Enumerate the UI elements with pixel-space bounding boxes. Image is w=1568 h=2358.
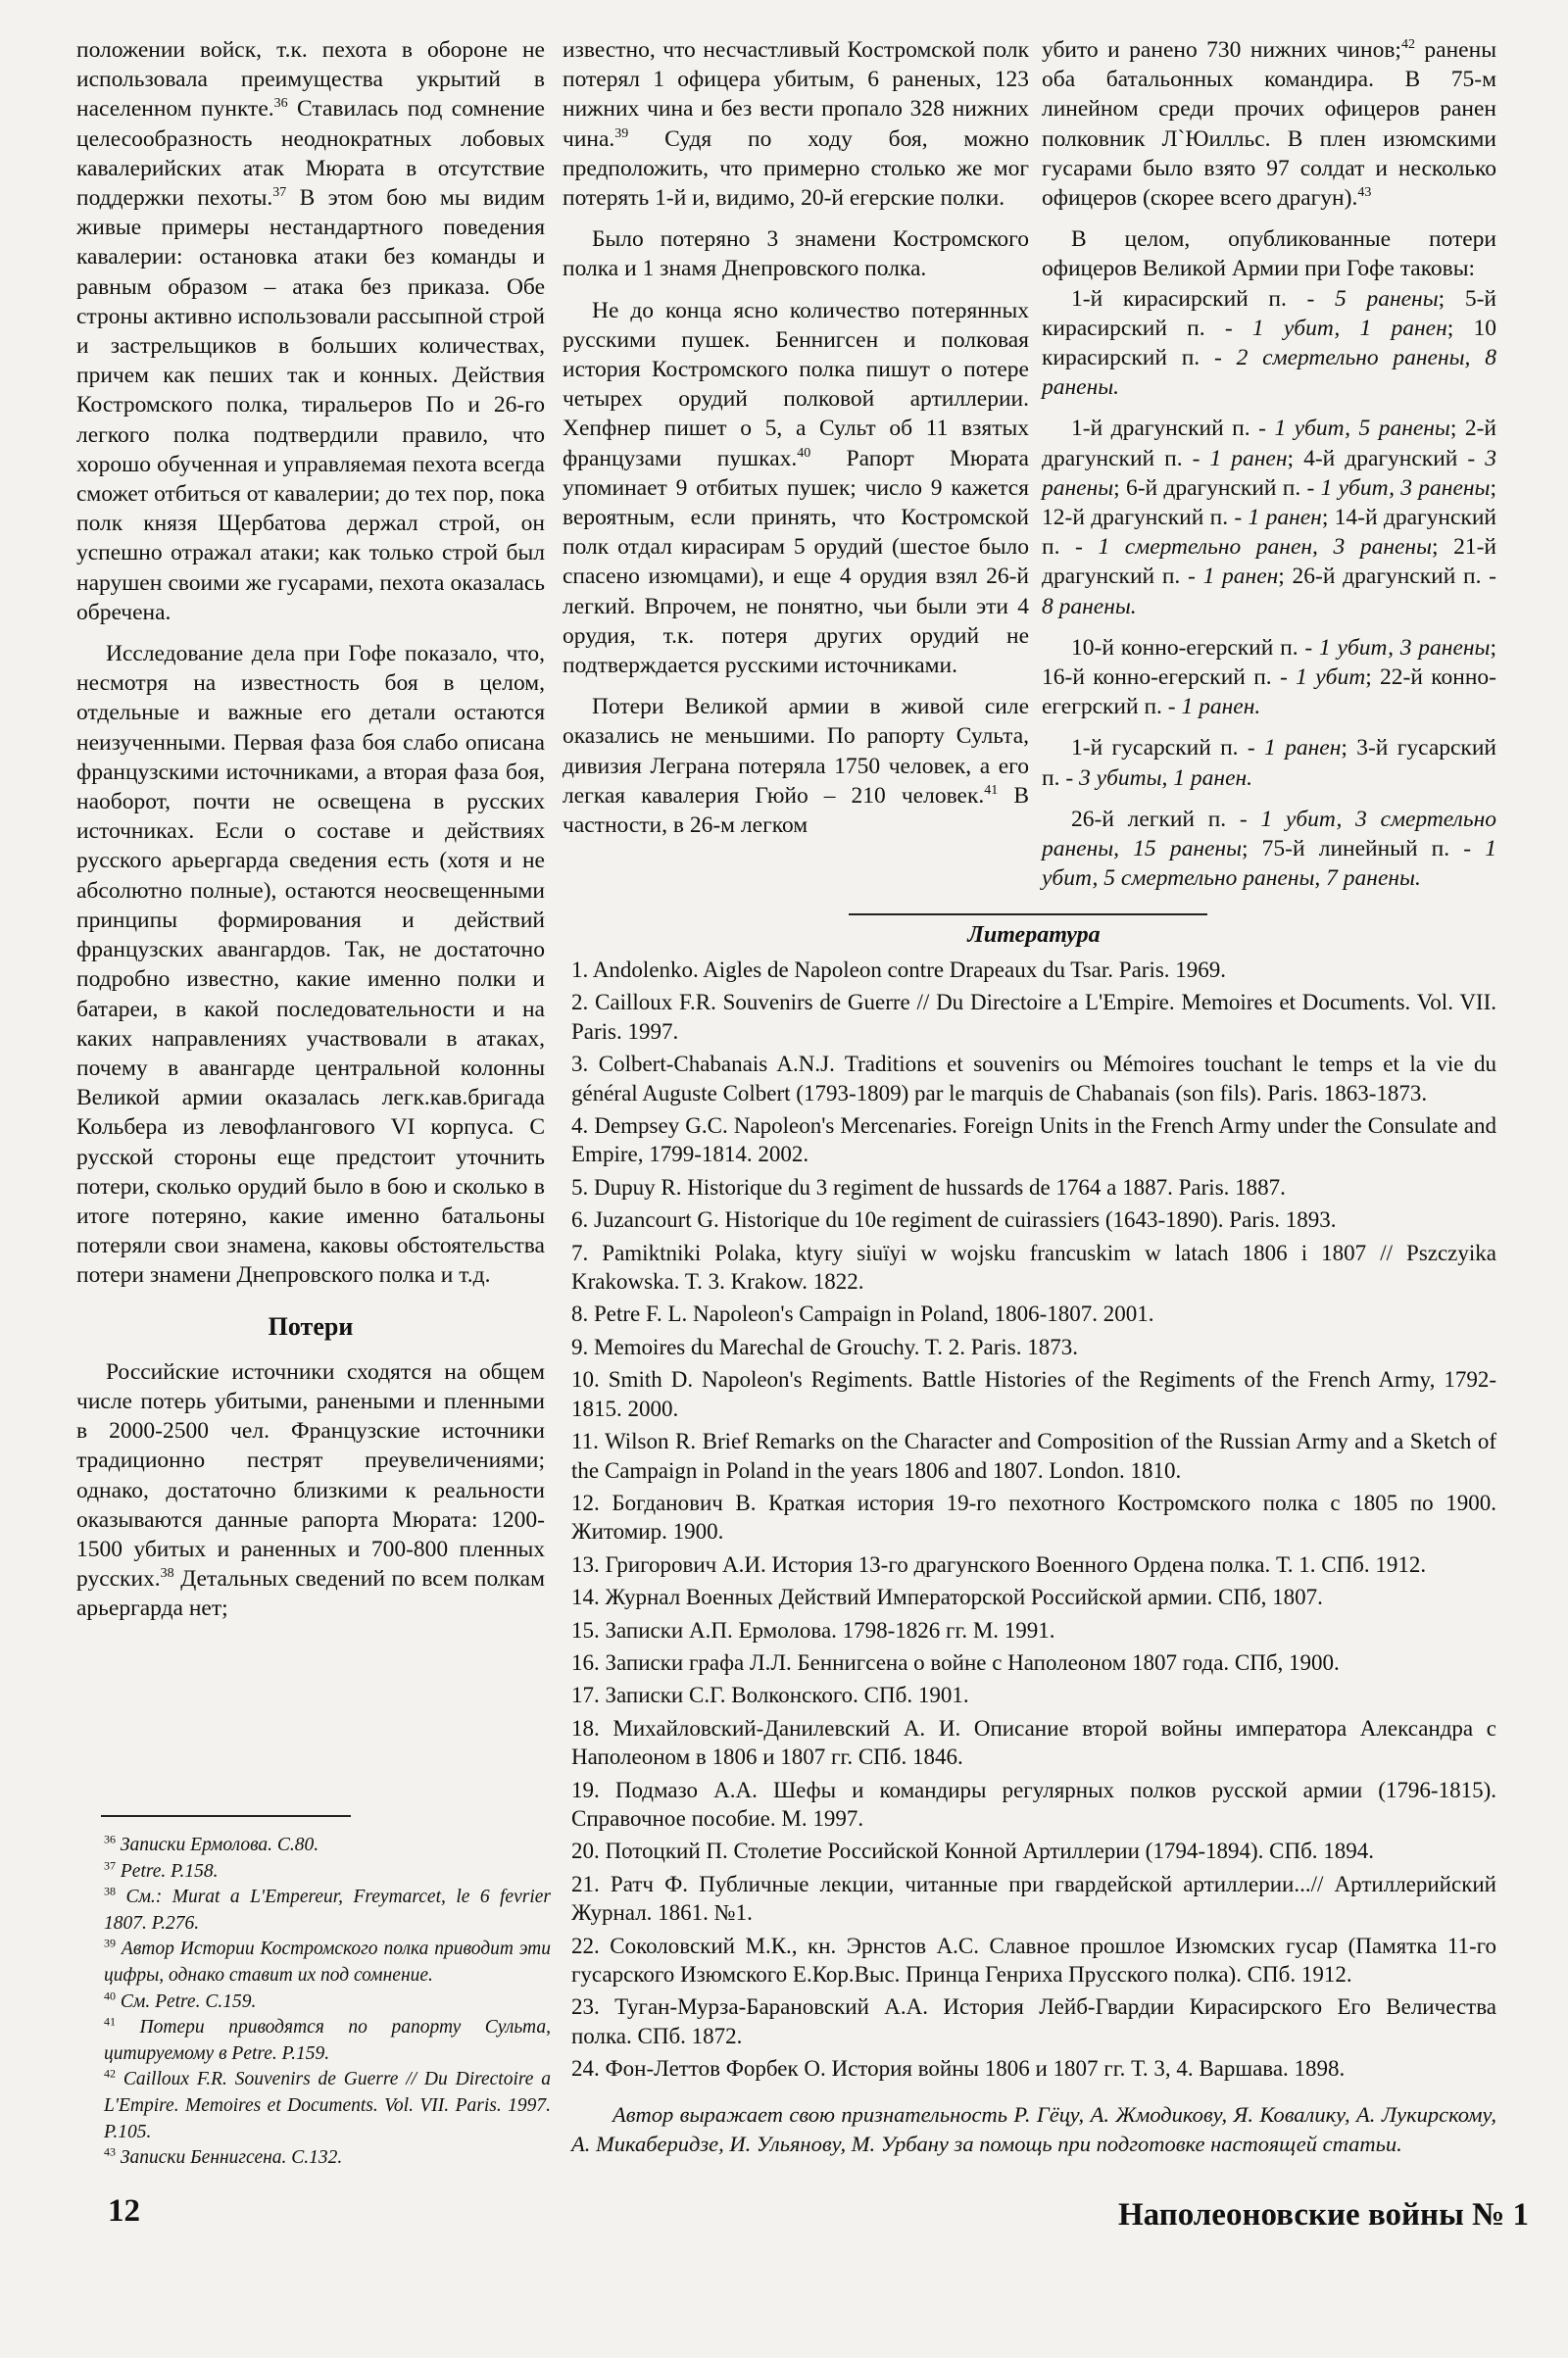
text: ранены оба батальонных командира. В 75-м линейном среди прочих офицеров ранен полковник Л`Юилльс. В плен изюмскими гусарами было взято 97 солдат и несколько офицеров (скорее всего драгун). <box>1042 37 1496 212</box>
footnote-number: 43 <box>104 2144 116 2159</box>
literature-heading: Литература <box>967 922 1101 948</box>
footnote-number: 41 <box>104 2014 116 2029</box>
loss-value: 1 ранен <box>1202 564 1279 590</box>
footnote-text: Записки Беннигсена. С.132. <box>116 2147 343 2169</box>
paragraph <box>563 35 1029 213</box>
text-column-2 <box>563 35 1029 840</box>
section-heading-losses: Потери <box>268 1311 354 1341</box>
literature-item: 16. Записки графа Л.Л. Беннигсена о войне с Наполеоном 1807 года. СПб, 1900. <box>571 1649 1340 1675</box>
loss-value: 1 ранен. <box>1181 694 1261 720</box>
text: Потери Великой армии в живой силе оказались не меньшими. По рапорту Сульта, дивизия Леграна потеряла 1750 человек, а его легкая кавалерия Гюйо – 210 человек. <box>563 694 1029 809</box>
footnote <box>104 1990 551 2016</box>
text: 10-й конно-егерский п. - <box>1071 634 1319 661</box>
footnote-number: 37 <box>104 1858 116 1873</box>
text: ; 12-й драгунский п. - <box>1042 474 1497 531</box>
footnote-number: 42 <box>104 2066 116 2081</box>
acknowledgement: Автор выражает свою признательность Р. Гёцу, А. Жмодикову, Я. Ковалику, А. Лукирскому, А. Микаберидзе, И. Ульянову, М. Урбану за помощь при подготовке настоящей статьи. <box>571 2102 1496 2156</box>
literature-item: 4. Dempsey G.C. Napoleon's Mercenaries. Foreign Units in the French Army under the Consulate and Empire, 1799-1814. 2002. <box>571 1113 1496 1167</box>
literature-item: 7. Pamiktniki Polaka, ktyry siuїyi w wojsku francuskim w latach 1806 i 1807 // Pszczyika Krakowska. T. 3. Krakow. 1822. <box>571 1240 1496 1295</box>
footnote-ref: 39 <box>614 125 629 141</box>
footnote <box>104 2145 551 2172</box>
loss-value: 1 убит, 5 смертельно ранены, 7 ранены. <box>1042 836 1496 892</box>
loss-value: 1 убит <box>1296 664 1366 691</box>
footnote-ref: 38 <box>160 1566 174 1582</box>
footnote-ref: 36 <box>273 96 288 112</box>
footnote <box>104 1885 551 1937</box>
footnote <box>104 1833 551 1859</box>
footnote-ref: 37 <box>272 185 287 201</box>
loss-value: 1 убит, 3 смертельно ранены, 15 ранены <box>1042 806 1496 862</box>
text-column-3 <box>1042 35 1496 893</box>
losses-chasseurs <box>1042 633 1496 722</box>
literature-item: 21. Ратч Ф. Публичные лекции, читанные при гвардейской артиллерии...// Артиллерийский Журнал. 1861. №1. <box>571 1871 1496 1926</box>
paragraph <box>1042 35 1496 213</box>
text: В частности, в 26-м легком <box>563 782 1029 839</box>
losses-dragoons <box>1042 414 1496 620</box>
text: Судя по ходу боя, можно предположить, что примерно столько же мог потерять 1-й и, видимо, 20-й егерские полки. <box>563 125 1029 212</box>
literature-item: 6. Juzancourt G. Historique du 10e regiment de cuirassiers (1643-1890). Paris. 1893. <box>571 1207 1337 1233</box>
text: ; 4-й драгунский - <box>1287 445 1486 471</box>
footnote <box>104 2067 551 2145</box>
text: ; 6-й драгунский п. - <box>1113 474 1321 501</box>
footnote-divider <box>101 1815 351 1817</box>
literature-item: 20. Потоцкий П. Столетие Российской Конной Артиллерии (1794-1894). СПб. 1894. <box>571 1839 1375 1864</box>
literature-item: 11. Wilson R. Brief Remarks on the Character and Composition of the Russian Army and a Sketch of the Campaign in Poland in the years 1806 and 1807. London. 1810. <box>571 1429 1496 1483</box>
losses-hussars <box>1042 733 1496 792</box>
literature-item: 18. Михайловский-Данилевский А. И. Описание второй войны императора Александра с Наполеоном в 1806 и 1807 гг. СПб. 1846. <box>571 1715 1496 1770</box>
text: известно, что несчастливый Костромской полк потерял 1 офицера убитым, 6 раненых, 123 нижних чина и без вести пропало 328 нижних чина. <box>563 37 1029 152</box>
literature-item: 22. Соколовский М.К., кн. Эрнстов А.С. Славное прошлое Изюмских гусар (Памятка 11-го гусарского Изюмского Е.Кор.Выс. Принца Генриха Прусского полка). СПб. 1912. <box>571 1933 1496 1987</box>
journal-title: Наполеоновские войны № 1 <box>1117 2197 1529 2233</box>
footnote-ref: 43 <box>1357 185 1372 201</box>
loss-value: 5 ранены <box>1335 285 1439 312</box>
loss-value: 1 ранен <box>1264 735 1342 761</box>
footnote-ref: 41 <box>984 783 999 799</box>
literature-item: 15. Записки А.П. Ермолова. 1798-1826 гг. М. 1991. <box>571 1617 1055 1643</box>
footnote <box>104 1859 551 1886</box>
footnote-number: 38 <box>104 1884 116 1898</box>
footnote-text: Записки Ермолова. С.80. <box>116 1835 319 1855</box>
footnote <box>104 2015 551 2067</box>
footnote-text: Автор Истории Костромского полка приводит эти цифры, однако ставит их под сомнение. <box>104 1939 551 1986</box>
text: ; 22-й конно-егегрский п. - <box>1042 664 1496 720</box>
literature-item: 5. Dupuy R. Historique du 3 regiment de hussards de 1764 a 1887. Paris. 1887. <box>571 1174 1286 1200</box>
literature-item: 10. Smith D. Napoleon's Regiments. Battle Histories of the Regiments of the French Army, 1792-1815. 2000. <box>571 1367 1496 1421</box>
literature-item: 24. Фон-Леттов Форбек О. История войны 1806 и 1807 гг. Т. 3, 4. Варшава. 1898. <box>571 2056 1346 2082</box>
loss-value: 3 убиты, 1 ранен. <box>1079 764 1253 791</box>
footnote-ref: 40 <box>797 445 811 461</box>
footnote-text: См. Petre. С.159. <box>116 1990 257 2012</box>
text: Рапорт Мюрата упоминает 9 отбитых пушек; число 9 кажется вероятным, если принять, что Костромской полк отдал кирасирам 5 орудий (шестое было спасено изюмцами), и еще 4 орудия взял 26-й легкий. Впрочем, не понятно, чьи были эти 4 орудия, т.к. потеря других орудий не подтверждается русскими источниками. <box>563 445 1029 679</box>
losses-infantry <box>1042 805 1496 894</box>
footnote-text: Cailloux F.R. Souvenirs de Guerre // Du Directoire a L'Empire. Memoires et Documents. Vol. VII. Paris. 1997. P.105. <box>104 2069 551 2142</box>
loss-value: 1 ранен <box>1209 445 1288 471</box>
losses-cuirassiers <box>1042 284 1496 403</box>
footnote-number: 39 <box>104 1936 116 1950</box>
footnote-number: 36 <box>104 1832 116 1846</box>
text: ; 75-й линейный п. - <box>1242 836 1486 862</box>
text: ; 10 кирасирский п. - <box>1042 315 1497 371</box>
paragraph <box>563 692 1029 840</box>
literature-item: 8. Petre F. L. Napoleon's Campaign in Poland, 1806-1807. 2001. <box>571 1302 1154 1327</box>
paragraph <box>76 35 545 627</box>
footnote-text: См.: Murat a L'Empereur, Freymarcet, le 6 fevrier 1807. P.276. <box>104 1887 551 1934</box>
paragraph: Было потеряно 3 знамени Костромского полка и 1 знамя Днепровского полка. <box>563 226 1029 282</box>
literature-item: 17. Записки С.Г. Волконского. СПб. 1901. <box>571 1683 969 1708</box>
text: убито и ранено 730 нижних чинов; <box>1042 37 1401 63</box>
footnote-number: 40 <box>104 1989 116 2003</box>
literature-item: 9. Memoires du Marechal de Grouchy. T. 2. Paris. 1873. <box>571 1334 1078 1359</box>
loss-value: 1 убит, 3 ранены <box>1320 474 1491 501</box>
text: ; 5-й кирасирский п. - <box>1042 285 1496 341</box>
paragraph <box>563 296 1029 681</box>
page-number: 12 <box>108 2193 140 2229</box>
literature-item: 19. Подмазо А.А. Шефы и командиры регулярных полков русской армии (1796-1815). Справочное пособие. М. 1997. <box>571 1777 1496 1831</box>
literature-item: 13. Григорович А.И. История 13-го драгунского Военного Ордена полка. Т. 1. СПб. 1912. <box>571 1551 1427 1577</box>
literature-item: 12. Богданович В. Краткая история 19-го пехотного Костромского полка с 1805 по 1900. Житомир. 1900. <box>571 1490 1496 1545</box>
footnote-ref: 42 <box>1400 37 1415 53</box>
paragraph: Исследование дела при Гофе показало, что, несмотря на известность боя в целом, отдельные и важные его детали остаются неизученными. Первая фаза боя слабо описана французскими источниками, а вторая фаза боя, наоборот, почти не освещена в русских источниках. Если о составе и действиях русского арьергарда сведения есть (хотя и не абсолютно полные), остаются неосвещенными принципы формирования и действий французских авангардов. Так, не достаточно подробно известно, какие именно полки и батареи, в какой последовательности и на каких направлениях участвовали в атаках, почему в авангарде центральной колонны Великой армии оказалась легк.кав.бригада Кольбера из левофлангового VI корпуса. С русской стороны еще предстоит уточнить потери, сколько орудий было в бою и сколько в итоге потеряно, какие именно батальоны потеряли свои знамена, каковы обстоятельства потери знамени Днепровского полка и т.д. <box>76 641 545 1289</box>
literature-item: 1. Andolenko. Aigles de Napoleon contre Drapeaux du Tsar. Paris. 1969. <box>571 958 1227 982</box>
text: 1-й гусарский п. - <box>1071 735 1265 761</box>
loss-value: 8 ранены. <box>1042 593 1137 619</box>
text: Не до конца ясно количество потерянных русскими пушек. Беннигсен и полковая история Костромского полка пишут о потере четырех орудий полковой артиллерии. Хепфнер пишет о 5, а Сульт об 11 взятых французами пушках. <box>563 297 1029 471</box>
text: положении войск, т.к. пехота в обороне не использовала преимущества укрытий в населенном пункте. <box>76 37 545 123</box>
loss-value: 1 убит, 3 ранены <box>1319 634 1491 661</box>
text: ; 2-й драгунский п. - <box>1042 416 1497 471</box>
loss-value: 1 убит, 5 ранены <box>1274 416 1450 442</box>
text: 26-й легкий п. - <box>1071 806 1261 832</box>
text: 1-й драгунский п. - <box>1071 416 1275 442</box>
loss-value: 1 ранен <box>1248 505 1322 531</box>
literature-divider <box>849 913 1207 915</box>
text: ; 3-й гусарский п. - <box>1042 735 1497 791</box>
text: Ставилась под сомнение целесообразность неоднократных лобовых кавалерийских атак Мюрата в отсутствие поддержки пехоты. <box>76 96 545 212</box>
loss-value: 1 смертельно ранен, 3 ранены <box>1098 534 1432 561</box>
loss-value: 1 убит, 1 ранен <box>1251 315 1447 341</box>
footnote-text: Потери приводятся по рапорту Сульта, цитируемому в Petre. P.159. <box>104 2017 551 2064</box>
literature-list <box>571 956 1496 2088</box>
literature-item: 23. Туган-Мурза-Барановский А.А. История Лейб-Гвардии Кирасирского Его Величества полка. СПб. 1872. <box>571 1994 1496 2048</box>
text: ; 21-й драгунский п. - <box>1042 534 1497 590</box>
literature-item: 2. Cailloux F.R. Souvenirs de Guerre // Du Directoire a L'Empire. Memoires et Documents. Vol. VII. Paris. 1997. <box>571 990 1496 1044</box>
loss-value: 3 ранены <box>1042 445 1496 501</box>
text: Детальных сведений по всем полкам арьергарда нет; <box>76 1566 545 1622</box>
text: Российские источники сходятся на общем числе потерь убитыми, ранеными и пленными в 2000-2500 чел. Французские источники традиционно пестрят преувеличениями; однако, достаточно близкими к реальности оказываются данные рапорта Мюрата: 1200-1500 убитых и раненных и 700-800 пленных русских. <box>76 1358 545 1593</box>
text: В этом бою мы видим живые примеры нестандартного поведения кавалерии: остановка атаки без команды и равным образом – атака без приказа. Обе строны активно использовали рассыпной строй и застрельщиков в больших количествах, причем как пеших так и конных. Действия Костромского полка, тиральеров По и 26-го легкого полка подтвердили правило, что хорошо обученная и управляемая пехота всегда сможет отбиться от кавалерии; до тех пор, пока полк князя Щербатова держал строй, он успешно отражал атаки; как только строй был нарушен своими же гусарами, пехота оказалась обречена. <box>76 185 545 625</box>
paragraph: В целом, опубликованные потери офицеров Великой Армии при Гофе таковы: <box>1042 226 1496 282</box>
footnote <box>104 1937 551 1989</box>
loss-value: 2 смертельно ранены, 8 ранены. <box>1042 345 1496 401</box>
footnotes <box>104 1833 551 2172</box>
paragraph <box>76 1357 545 1624</box>
footnote-text: Petre. P.158. <box>116 1860 219 1882</box>
literature-item: 3. Colbert-Chabanais A.N.J. Traditions et souvenirs ou Mémoires touchant le temps et la vie du général Auguste Colbert (1793-1809) par le marquis de Chabanais (son fils). Paris. 1863-1873. <box>571 1052 1496 1105</box>
text: ; 14-й драгунский п. - <box>1042 505 1496 561</box>
literature-item: 14. Журнал Военных Действий Императорской Российской армии. СПб, 1807. <box>571 1585 1323 1610</box>
text: 1-й кирасирский п. - <box>1071 285 1336 312</box>
text: ; 16-й конно-егерский п. - <box>1042 634 1497 691</box>
text: ; 26-й драгунский п. - <box>1278 564 1497 590</box>
text-column-1 <box>76 35 545 1624</box>
